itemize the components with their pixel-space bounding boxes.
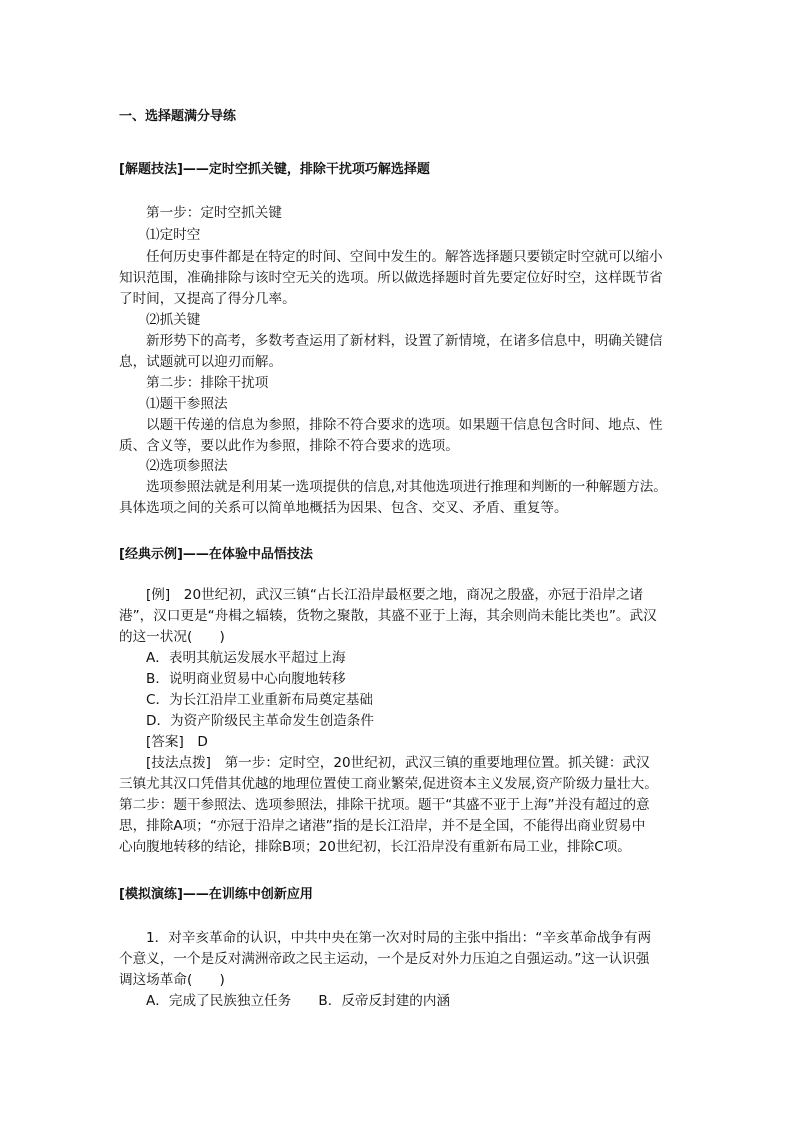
method-line: ⑴题干参照法 — [146, 396, 228, 412]
method-line: ⑵抓关键 — [146, 312, 201, 328]
example-answer: [答案] D — [146, 734, 208, 750]
method-line: ⑵选项参照法 — [146, 458, 228, 474]
method-line: 选项参照法就是利用某一选项提供的信息,对其他选项进行推理和判断的一种解题方法。 — [146, 479, 667, 495]
method-line: ⑴定时空 — [146, 227, 201, 243]
example-line: 三镇尤其汉口凭借其优越的地理位置使工商业繁荣,促进资本主义发展,资产阶级力量壮大。 — [119, 776, 658, 792]
example-option-b: B．说明商业贸易中心向腹地转移 — [146, 671, 346, 687]
method-line: 息，试题就可以迎刃而解。 — [119, 354, 283, 370]
example-option-a: A．表明其航运发展水平超过上海 — [146, 650, 346, 666]
method-line: 任何历史事件都是在特定的时间、空间中发生的。解答选择题只要锁定时空就可以缩小 — [146, 249, 663, 265]
method-line: 第一步：定时空抓关键 — [146, 205, 282, 221]
example-option-c: C．为长江沿岸工业重新布局奠定基础 — [146, 692, 373, 708]
example-line: [技法点拨] 第一步：定时空，20世纪初，武汉三镇的重要地理位置。抓关键：武汉 — [146, 755, 650, 771]
method-line: 了时间，又提高了得分几率。 — [119, 291, 296, 307]
example-heading: [经典示例]——在体验中品悟技法 — [119, 547, 313, 562]
method-line: 第二步：排除干扰项 — [146, 375, 269, 391]
example-line: 第二步：题干参照法、选项参照法，排除干扰项。题干“其盛不亚于上海”并没有超过的意 — [119, 797, 650, 813]
practice-line: 个意义，一个是反对满洲帝政之民主运动，一个是反对外力压迫之自强运动。”这一认识强 — [119, 951, 650, 967]
example-line: 港”，汉口更是“舟楫之辐辏，货物之聚散，其盛不亚于上海，其余则尚未能比类也”。武汉 — [119, 608, 657, 624]
method-line: 新形势下的高考，多数考查运用了新材料，设置了新情境，在诸多信息中，明确关键信 — [146, 333, 663, 349]
method-line: 质、含义等，要以此作为参照，排除不符合要求的选项。 — [119, 438, 459, 454]
method-line: 知识范围，准确排除与该时空无关的选项。所以做选择题时首先要定位好时空，这样既节省 — [119, 270, 663, 286]
method-heading: [解题技法]——定时空抓关键，排除干扰项巧解选择题 — [119, 162, 430, 177]
method-line: 具体选项之间的关系可以简单地概括为因果、包含、交叉、矛盾、重复等。 — [119, 500, 568, 516]
example-option-d: D．为资产阶级民主革命发生创造条件 — [146, 713, 374, 729]
example-line: 的这一状况( ) — [119, 629, 225, 645]
method-line: 以题干传递的信息为参照，排除不符合要求的选项。如果题干信息包含时间、地点、性 — [146, 417, 663, 433]
section-title: 一、选择题满分导练 — [119, 109, 237, 124]
example-line: [例] 20世纪初，武汉三镇“占长江沿岸最枢要之地，商况之殷盛，亦冠于沿岸之诸 — [146, 587, 644, 603]
practice-heading: [模拟演练]——在训练中创新应用 — [119, 887, 313, 902]
practice-line: 调这场革命( ) — [119, 972, 225, 988]
practice-options: A．完成了民族独立任务 B．反帝反封建的内涵 — [146, 993, 451, 1009]
example-line: 思，排除A项；“亦冠于沿岸之诸港”指的是长江沿岸，并不是全国，不能得出商业贸易中 — [119, 818, 646, 834]
example-line: 心向腹地转移的结论，排除B项；20世纪初，长江沿岸没有重新布局工业，排除C项。 — [119, 839, 631, 855]
practice-line: 1．对辛亥革命的认识，中共中央在第一次对时局的主张中指出：“辛亥革命战争有两 — [146, 930, 652, 946]
